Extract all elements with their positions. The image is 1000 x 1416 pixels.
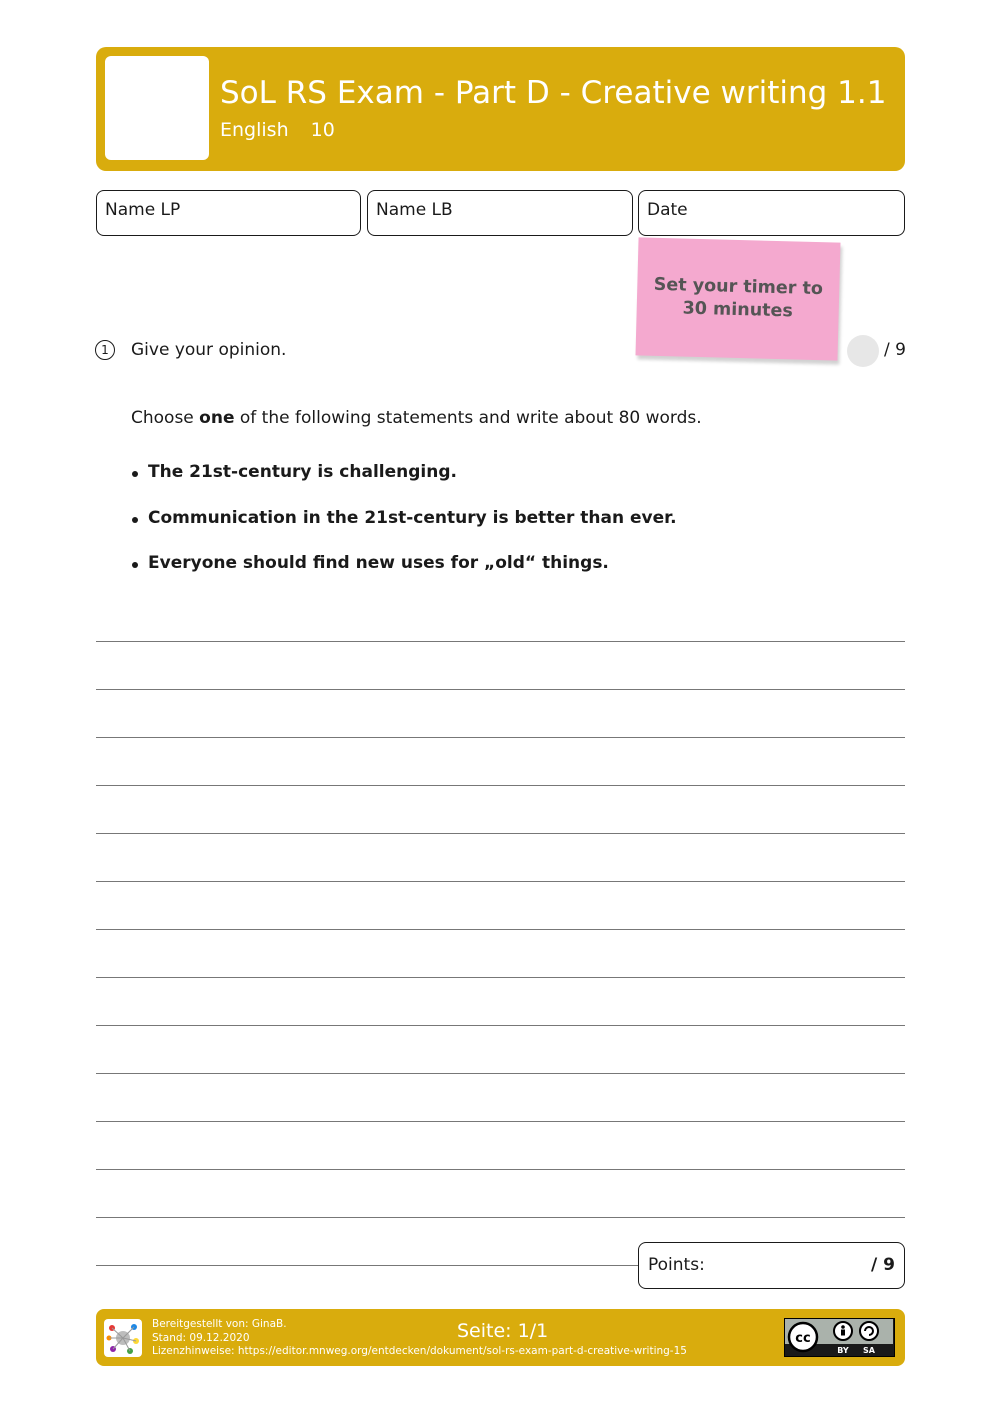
writing-line	[96, 1073, 905, 1074]
writing-line	[96, 1121, 905, 1122]
statement-item: Everyone should find new uses for „old“ things.	[131, 553, 677, 599]
name-lb-field[interactable]	[367, 190, 633, 236]
task-title: Give your opinion.	[131, 340, 287, 360]
instruction-emphasis: one	[199, 408, 235, 428]
writing-line	[96, 689, 905, 690]
writing-line	[96, 641, 905, 642]
writing-line	[96, 977, 905, 978]
writing-line	[96, 1217, 905, 1218]
page-title: SoL RS Exam - Part D - Creative writing 1.1	[220, 75, 887, 111]
date-label: Date	[647, 200, 688, 220]
instruction-text-start: Choose	[131, 408, 200, 428]
footer-bar	[96, 1309, 905, 1366]
cc-license-icon[interactable]	[784, 1318, 895, 1357]
points-box[interactable]	[638, 1242, 905, 1289]
header-logo-placeholder	[105, 56, 209, 160]
writing-line	[96, 785, 905, 786]
subject-label: English	[220, 119, 289, 141]
header-banner	[96, 47, 905, 171]
statement-item: The 21st-century is challenging.	[131, 462, 677, 508]
license-link[interactable]: Lizenzhinweise: https://editor.mnweg.org/entdecken/dokument/sol-rs-exam-part-d-creative-writing-15	[152, 1345, 687, 1357]
points-label: Points:	[648, 1255, 705, 1275]
cc-by-text: BY	[837, 1346, 849, 1355]
sticky-line-2: 30 minutes	[682, 298, 794, 322]
task-instruction	[131, 408, 702, 428]
task-number-badge	[95, 340, 115, 360]
statement-item: Communication in the 21st-century is better than ever.	[131, 508, 677, 554]
header-subtitle	[220, 119, 335, 141]
score-input-circle[interactable]	[847, 335, 879, 367]
svg-text:cc: cc	[795, 1331, 811, 1346]
task-score-max: / 9	[884, 340, 906, 360]
date-field[interactable]	[638, 190, 905, 236]
document-date: Stand: 09.12.2020	[152, 1331, 250, 1344]
task-number: 1	[101, 343, 109, 357]
name-lp-label: Name LP	[105, 200, 181, 220]
statement-list	[131, 462, 677, 599]
writing-line	[96, 737, 905, 738]
cc-sa-text: SA	[863, 1346, 875, 1355]
footer-metadata	[152, 1318, 687, 1359]
grade-label: 10	[310, 119, 335, 141]
provided-by: Bereitgestellt von: GinaB.	[152, 1318, 287, 1330]
sticky-line-1: Set your timer to	[653, 274, 824, 300]
writing-line	[96, 1025, 905, 1026]
writing-line	[96, 929, 905, 930]
timer-sticky-note	[635, 237, 840, 360]
writing-line	[96, 881, 905, 882]
name-lp-field[interactable]	[96, 190, 361, 236]
platform-logo-icon	[104, 1319, 142, 1357]
page-number: Seite: 1/1	[457, 1320, 549, 1342]
writing-line	[96, 1169, 905, 1170]
points-max: / 9	[871, 1255, 895, 1275]
name-lb-label: Name LB	[376, 200, 453, 220]
writing-line	[96, 833, 905, 834]
instruction-text-end: of the following statements and write about 80 words.	[234, 408, 702, 428]
